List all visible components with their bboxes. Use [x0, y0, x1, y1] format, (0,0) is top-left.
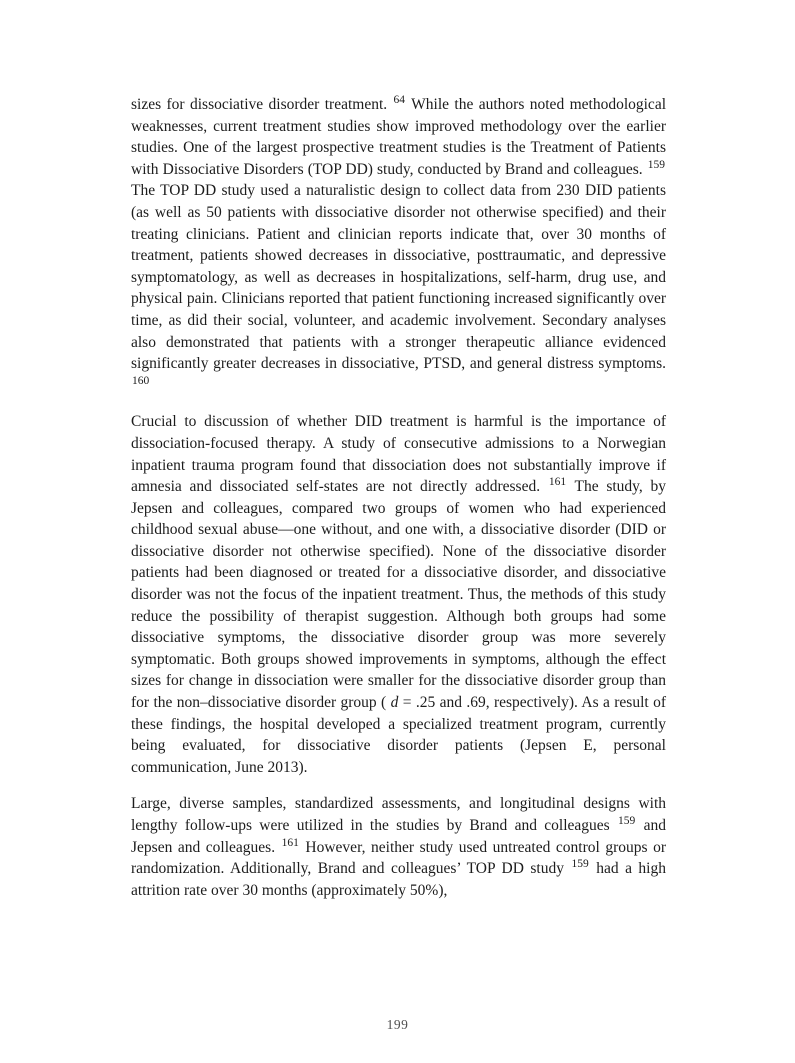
paragraph: Crucial to discussion of whether DID treatment is harmful is the importance of dissociation-focused therapy. A study of consecutive admissions to a Norwegian inpatient trauma program found that dissociation does not substantially improve if amnesia and dissociated self-states are not directly addressed. $^{161}$ The study, by Jepsen and colleagues, compared two groups of women who had experienced childhood sexual abuse—one without, and one with, a dissociative disorder (DID or dissociative disorder not otherwise specified). None of the dissociative disorder patients had been diagnosed or treated for a dissociative disorder, and dissociative disorder was not the focus of the inpatient treatment. Thus, the methods of this study reduce the possibility of therapist suggestion. Although both groups had some dissociative symptoms, the dissociative disorder group was more severely symptomatic. Both groups showed improvements in symptoms, although the effect sizes for change in dissociation were smaller for the dissociative disorder group than for the non–dissociative disorder group ( d = .25 and .69, respectively). As a result of these findings, the hospital developed a specialized treatment program, currently being evaluated, for dissociative disorder patients (Jepsen E, personal communication, June 2013).	[131, 413, 666, 776]
reference-superscript: 161	[548, 476, 567, 489]
italic-variable: d	[390, 694, 399, 712]
paragraph: sizes for dissociative disorder treatment. $^{64}$ While the authors noted methodological weaknesses, current treatment studies show improved methodology over the earlier studies. One of the largest prospective treatment studies is the Treatment of Patients with Dissociative Disorders (TOP DD) study, conducted by Brand and colleagues. $^{159}$ The TOP DD study used a naturalistic design to collect data from 230 DID patients (as well as 50 patients with dissociative disorder not otherwise specified) and their treating clinicians. Patient and clinician reports indicate that, over 30 months of treatment, patients showed decreases in dissociative, posttraumatic, and depressive symptomatology, as well as decreases in hospitalizations, self-harm, drug use, and physical pain. Clinicians reported that patient functioning increased significantly over time, as did their social, volunteer, and academic involvement. Secondary analyses also demonstrated that patients with a stronger therapeutic alliance evidenced significantly greater decreases in dissociative, PTSD, and general distress symptoms. $^{160}$	[131, 94, 666, 387]
reference-superscript: 159	[618, 815, 636, 827]
page-number: 199	[386, 1017, 409, 1032]
reference-superscript: 159	[571, 858, 589, 871]
reference-superscript: 64	[393, 94, 406, 106]
page-body	[131, 94, 666, 901]
reference-superscript: 161	[281, 836, 299, 849]
reference-superscript: 160	[132, 374, 150, 387]
paragraph: Large, diverse samples, standardized assessments, and longitudinal designs with lengthy follow-ups were utilized in the studies by Brand and colleagues $^{159}$ and Jepsen and colleagues. $^{161}$ However, neither study used untreated control groups or randomization. Additionally, Brand and colleagues’ TOP DD study $^{159}$ had a high attrition rate over 30 months (approximately 50%),	[131, 795, 666, 899]
reference-superscript: 159	[647, 158, 665, 171]
